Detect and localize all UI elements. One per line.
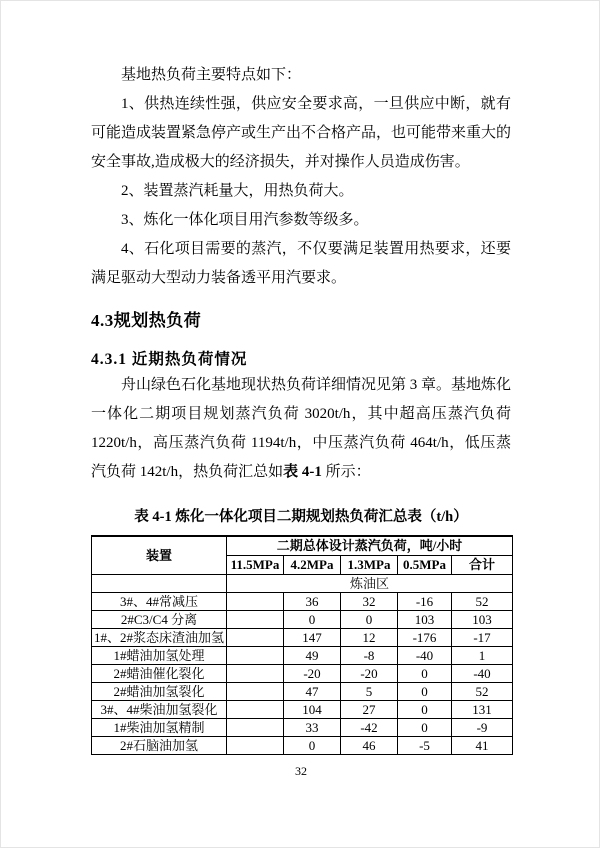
- value-cell: 147: [284, 629, 341, 647]
- table-row: [92, 611, 513, 629]
- list-item-1: 1、供热连续性强，供应安全要求高，一旦供应中断，就有可能造成装置紧急停产或生产出不合格产品，也可能带来重大的安全事故,造成极大的经济损失，并对操作人员造成伤害。: [91, 96, 512, 170]
- value-cell: 1: [452, 647, 513, 665]
- value-cell: 0: [284, 737, 341, 755]
- value-cell: -20: [341, 665, 398, 683]
- value-cell: 52: [452, 683, 513, 701]
- value-cell: 36: [284, 593, 341, 611]
- value-cell: 46: [341, 737, 398, 755]
- value-cell: 0: [398, 665, 452, 683]
- value-cell: -20: [284, 665, 341, 683]
- value-cell: 52: [452, 593, 513, 611]
- device-cell: 2#石脑油加氢: [92, 737, 227, 755]
- value-cell: 27: [341, 701, 398, 719]
- value-cell: -5: [398, 737, 452, 755]
- value-cell: [227, 701, 284, 719]
- value-cell: 103: [452, 611, 513, 629]
- value-cell: 104: [284, 701, 341, 719]
- table-row: [92, 701, 513, 719]
- value-cell: 41: [452, 737, 513, 755]
- value-cell: 32: [341, 593, 398, 611]
- table-reference: 表 4-1: [283, 464, 322, 480]
- value-cell: 0: [398, 701, 452, 719]
- device-cell: 1#柴油加氢精制: [92, 719, 227, 737]
- table-row: [92, 665, 513, 683]
- column-header-group: 二期总体设计蒸汽负荷，吨/小时: [227, 536, 513, 556]
- paragraph-intro: 基地热负荷主要特点如下：: [121, 67, 302, 83]
- value-cell: [227, 683, 284, 701]
- list-item-3: 3、炼化一体化项目用汽参数等级多。: [121, 212, 369, 228]
- value-cell: -8: [341, 647, 398, 665]
- device-cell: 1#、2#浆态床渣油加氢: [92, 629, 227, 647]
- value-cell: [227, 719, 284, 737]
- column-header-1-3mpa: 1.3MPa: [341, 556, 398, 575]
- device-cell: 1#蜡油加氢处理: [92, 647, 227, 665]
- value-cell: 0: [341, 611, 398, 629]
- value-cell: 0: [398, 719, 452, 737]
- value-cell: [227, 611, 284, 629]
- value-cell: -176: [398, 629, 452, 647]
- table-row: [92, 719, 513, 737]
- value-cell: [227, 629, 284, 647]
- section-label: 炼油区: [227, 575, 513, 593]
- value-cell: 5: [341, 683, 398, 701]
- value-cell: 0: [398, 683, 452, 701]
- value-cell: -9: [452, 719, 513, 737]
- value-cell: 0: [284, 611, 341, 629]
- device-cell: 2#蜡油催化裂化: [92, 665, 227, 683]
- value-cell: -16: [398, 593, 452, 611]
- heat-load-table: [91, 535, 513, 755]
- table-section-row: [92, 575, 513, 593]
- table-header-row-group: [92, 536, 513, 556]
- column-header-11-5mpa: 11.5MPa: [227, 556, 284, 575]
- paragraph-body-tail: 所示：: [321, 464, 371, 480]
- table-row: [92, 647, 513, 665]
- table-row: [92, 683, 513, 701]
- value-cell: -40: [398, 647, 452, 665]
- value-cell: 131: [452, 701, 513, 719]
- device-cell: 2#C3/C4 分离: [92, 611, 227, 629]
- column-header-device: 装置: [92, 536, 227, 575]
- value-cell: 33: [284, 719, 341, 737]
- table-row: [92, 737, 513, 755]
- table-caption: 表 4-1 炼化一体化项目二期规划热负荷汇总表（t/h）: [134, 509, 468, 525]
- column-header-4-2mpa: 4.2MPa: [284, 556, 341, 575]
- value-cell: -17: [452, 629, 513, 647]
- column-header-total: 合计: [452, 556, 513, 575]
- value-cell: -40: [452, 665, 513, 683]
- list-item-4: 4、石化项目需要的蒸汽，不仅要满足装置用热要求，还要满足驱动大型动力装备透平用汽要求。: [91, 241, 511, 286]
- value-cell: 103: [398, 611, 452, 629]
- paragraph-body: [91, 371, 511, 487]
- paragraph-body-text: 舟山绿色石化基地现状热负荷详细情况见第 3 章。基地炼化一体化二期项目规划蒸汽负荷 3020t/h，其中超高压蒸汽负荷 1220t/h，高压蒸汽负荷 1194t/h，中压蒸汽负荷 464t/h，低压蒸汽负荷 142t/h，热负荷汇总如: [91, 377, 512, 480]
- page-number: 32: [295, 764, 307, 778]
- table-row: [92, 593, 513, 611]
- value-cell: [227, 665, 284, 683]
- value-cell: [227, 737, 284, 755]
- value-cell: -42: [341, 719, 398, 737]
- column-header-0-5mpa: 0.5MPa: [398, 556, 452, 575]
- device-cell: 3#、4#柴油加氢裂化: [92, 701, 227, 719]
- section-heading-4-3: 4.3规划热负荷: [91, 311, 202, 330]
- device-cell: 3#、4#常减压: [92, 593, 227, 611]
- value-cell: 49: [284, 647, 341, 665]
- value-cell: [227, 593, 284, 611]
- list-item-2: 2、装置蒸汽耗量大，用热负荷大。: [121, 183, 354, 199]
- device-cell: 2#蜡油加氢裂化: [92, 683, 227, 701]
- value-cell: 47: [284, 683, 341, 701]
- value-cell: [227, 647, 284, 665]
- subsection-heading-4-3-1: 4.3.1 近期热负荷情况: [91, 351, 248, 368]
- value-cell: 12: [341, 629, 398, 647]
- table-row: [92, 629, 513, 647]
- section-empty-cell: [92, 575, 227, 593]
